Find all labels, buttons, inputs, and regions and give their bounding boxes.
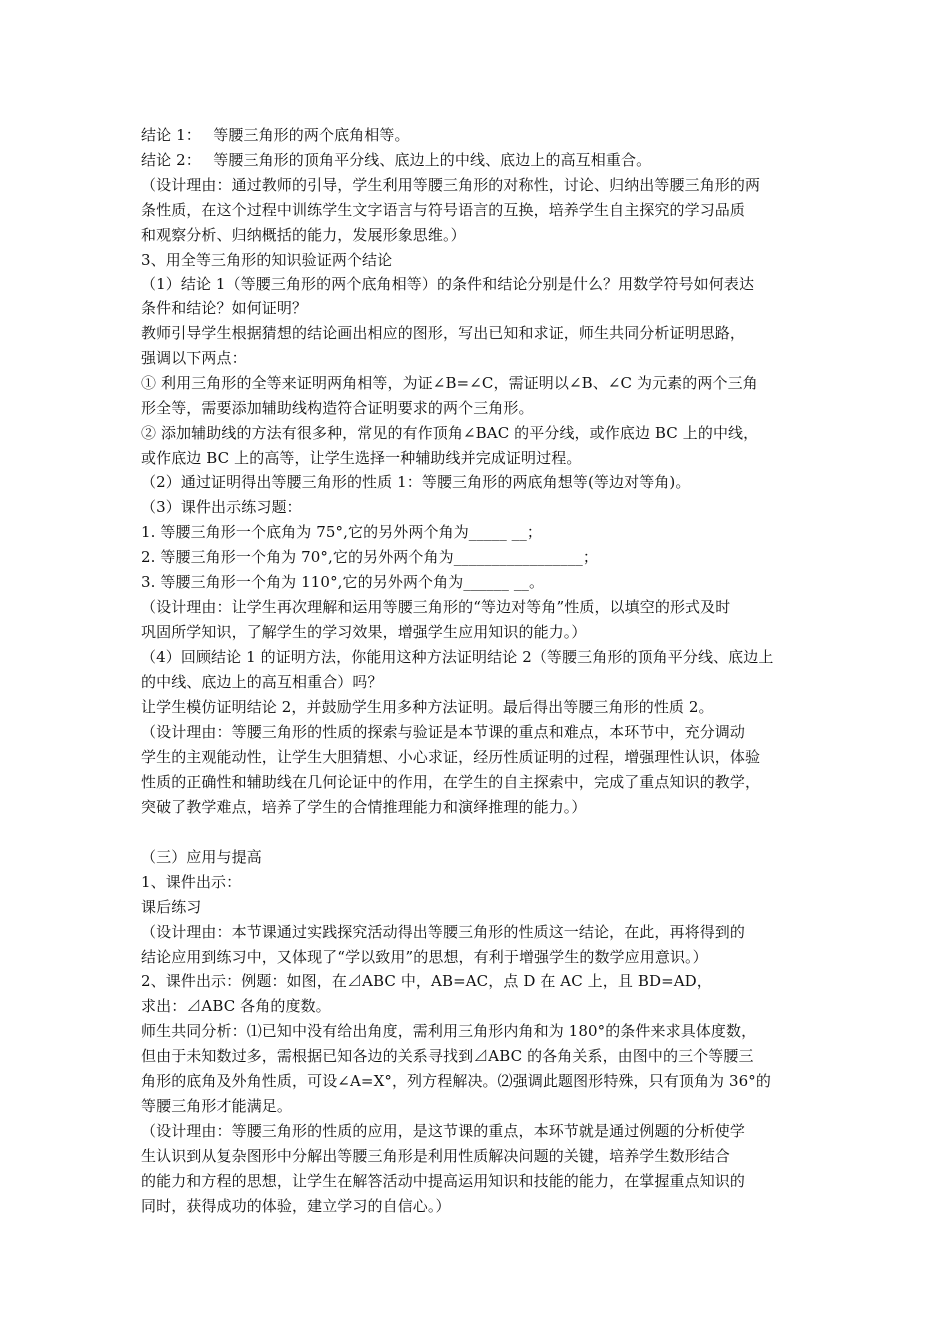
text-line: （4）回顾结论 1 的证明方法，你能用这种方法证明结论 2（等腰三角形的顶角平分线、底边上: [141, 648, 774, 666]
text-line: 让学生模仿证明结论 2，并鼓励学生用多种方法证明。最后得出等腰三角形的性质 2。: [141, 698, 714, 716]
text-line: 结论应用到练习中，又体现了“学以致用”的思想，有利于增强学生的数学应用意识。）: [141, 948, 708, 966]
text-line: 形全等，需要添加辅助线构造符合证明要求的两个三角形。: [141, 399, 534, 417]
text-line: 师生共同分析：⑴已知中没有给出角度，需利用三角形内角和为 180°的条件来求具体度数，: [141, 1022, 757, 1040]
text-line: 但由于未知数过多，需根据已知各边的关系寻找到⊿ABC 的各角关系，由图中的三个等腰三: [141, 1047, 754, 1065]
text-line: （设计理由：等腰三角形的性质的探索与验证是本节课的重点和难点，本环节中，充分调动: [141, 723, 746, 741]
text-line: （设计理由：等腰三角形的性质的应用，是这节课的重点，本环节就是通过例题的分析使学: [141, 1122, 746, 1140]
text-line: 求出：⊿ABC 各角的度数。: [141, 997, 331, 1015]
text-line: 性质的正确性和辅助线在几何论证中的作用，在学生的自主探索中，完成了重点知识的教学，: [141, 773, 761, 791]
text-line: 课后练习: [141, 898, 202, 916]
text-line: （设计理由：通过教师的引导，学生利用等腰三角形的对称性，讨论、归纳出等腰三角形的两: [141, 176, 761, 194]
text-line: 条性质，在这个过程中训练学生文字语言与符号语言的互换，培养学生自主探究的学习品质: [141, 201, 746, 219]
text-line: 等腰三角形才能满足。: [141, 1097, 293, 1115]
text-line: （设计理由：让学生再次理解和运用等腰三角形的“等边对等角”性质，以填空的形式及时: [141, 598, 731, 616]
text-line: ② 添加辅助线的方法有很多种，常见的有作顶角∠BAC 的平分线，或作底边 BC 上的中线，: [141, 424, 759, 442]
text-line: 2、课件出示：例题：如图，在⊿ABC 中，AB=AC，点 D 在 AC 上，且 BD=AD，: [141, 972, 712, 990]
text-line: 角形的底角及外角性质，可设∠A=X°，列方程解决。⑵强调此题图形特殊，只有顶角为 36°的: [141, 1072, 772, 1090]
text-line: 的能力和方程的思想，让学生在解答活动中提高运用知识和技能的能力，在掌握重点知识的: [141, 1172, 746, 1190]
text-line: 1、课件出示：: [141, 873, 242, 891]
text-line: 3. 等腰三角形一个角为 110°,它的另外两个角为______ __。: [141, 573, 545, 591]
text-line: 巩固所学知识，了解学生的学习效果，增强学生应用知识的能力。）: [141, 623, 587, 641]
text-line: 条件和结论？如何证明？: [141, 299, 308, 317]
section-heading: （三）应用与提高: [141, 848, 262, 866]
text-line: 结论 2： 等腰三角形的顶角平分线、底边上的中线、底边上的高互相重合。: [141, 151, 652, 169]
text-line: （1）结论 1（等腰三角形的两个底角相等）的条件和结论分别是什么？用数学符号如何表达: [141, 275, 755, 293]
text-line: 1. 等腰三角形一个底角为 75°,它的另外两个角为_____ __；: [141, 523, 542, 541]
text-line: （2）通过证明得出等腰三角形的性质 1：等腰三角形的两底角想等(等边对等角)。: [141, 473, 691, 491]
text-line: 结论 1： 等腰三角形的两个底角相等。: [141, 126, 410, 144]
text-line: 教师引导学生根据猜想的结论画出相应的图形，写出已知和求证，师生共同分析证明思路，: [141, 324, 746, 342]
text-line: 的中线、底边上的高互相重合）吗？: [141, 673, 383, 691]
text-line: （设计理由：本节课通过实践探究活动得出等腰三角形的性质这一结论，在此，再将得到的: [141, 923, 746, 941]
text-line: 同时，获得成功的体验，建立学习的自信心。）: [141, 1197, 451, 1215]
text-line: 2. 等腰三角形一个角为 70°,它的另外两个角为_________________；: [141, 548, 599, 566]
text-line: 学生的主观能动性，让学生大胆猜想、小心求证，经历性质证明的过程，增强理性认识，体验: [141, 748, 761, 766]
text-line: 强调以下两点：: [141, 349, 247, 367]
text-line: （3）课件出示练习题：: [141, 498, 302, 516]
text-line: 或作底边 BC 上的高等，让学生选择一种辅助线并完成证明过程。: [141, 449, 582, 467]
text-line: 和观察分析、归纳概括的能力，发展形象思维。）: [141, 226, 466, 244]
text-line: 生认识到从复杂图形中分解出等腰三角形是利用性质解决问题的关键，培养学生数形结合: [141, 1147, 730, 1165]
text-line: 突破了教学难点，培养了学生的合情推理能力和演绎推理的能力。）: [141, 798, 587, 816]
text-line: 3、用全等三角形的知识验证两个结论: [141, 251, 393, 269]
text-line: ① 利用三角形的全等来证明两角相等，为证∠B=∠C，需证明以∠B、∠C 为元素的两个三角: [141, 374, 758, 392]
